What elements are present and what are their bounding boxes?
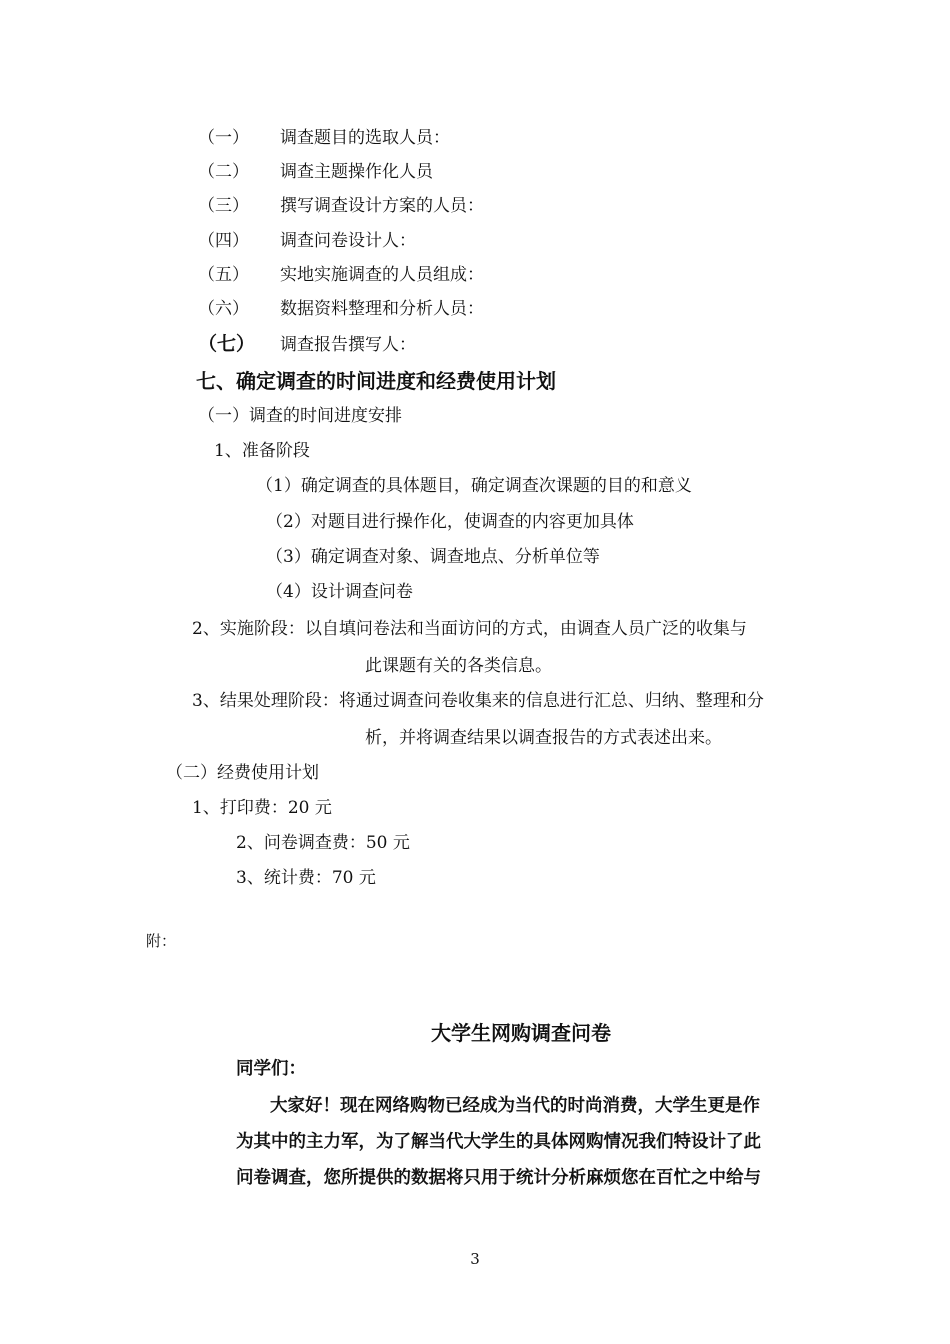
role-item: （五） 实地实施调查的人员组成： — [198, 265, 484, 285]
stage-description: 3、结果处理阶段：将通过调查问卷收集来的信息进行汇总、归纳、整理和分 — [192, 691, 764, 711]
appendix-label: 附： — [146, 932, 177, 950]
stage-item: （4）设计调查问卷 — [266, 582, 413, 602]
stage-heading: 1、准备阶段 — [214, 441, 310, 461]
questionnaire-greeting: 同学们： — [236, 1059, 306, 1079]
role-item: （三） 撰写调查设计方案的人员： — [198, 196, 484, 216]
subsection-heading: （二）经费使用计划 — [166, 763, 319, 783]
questionnaire-paragraph-line: 为其中的主力军，为了解当代大学生的具体网购情况我们特设计了此 — [236, 1132, 761, 1152]
role-item: （二） 调查主题操作化人员 — [198, 162, 433, 182]
section-heading: 七、确定调查的时间进度和经费使用计划 — [196, 369, 556, 393]
cost-item: 3、统计费：70 元 — [236, 868, 376, 888]
subsection-heading: （一）调查的时间进度安排 — [198, 406, 402, 426]
stage-item: （2）对题目进行操作化，使调查的内容更加具体 — [266, 512, 634, 532]
cost-item: 1、打印费：20 元 — [192, 798, 332, 818]
stage-description: 此课题有关的各类信息。 — [365, 656, 552, 676]
questionnaire-paragraph-line: 大家好！现在网络购物已经成为当代的时尚消费，大学生更是作 — [270, 1096, 760, 1116]
cost-item: 2、问卷调查费：50 元 — [236, 833, 410, 853]
page-number: 3 — [470, 1250, 480, 1268]
stage-description: 2、实施阶段：以自填问卷法和当面访问的方式，由调查人员广泛的收集与 — [192, 619, 747, 639]
role-item: （六） 数据资料整理和分析人员： — [198, 299, 484, 319]
stage-description: 析，并将调查结果以调查报告的方式表述出来。 — [365, 728, 722, 748]
stage-item: （3）确定调查对象、调查地点、分析单位等 — [266, 547, 600, 567]
role-item: （四） 调查问卷设计人： — [198, 231, 416, 251]
role-item: （一） 调查题目的选取人员： — [198, 128, 450, 148]
questionnaire-paragraph-line: 问卷调查，您所提供的数据将只用于统计分析麻烦您在百忙之中给与 — [236, 1168, 761, 1188]
questionnaire-title: 大学生网购调查问卷 — [431, 1021, 611, 1045]
role-item: （七） 调查报告撰写人： — [198, 333, 416, 355]
stage-item: （1）确定调查的具体题目，确定调查次课题的目的和意义 — [256, 476, 692, 496]
